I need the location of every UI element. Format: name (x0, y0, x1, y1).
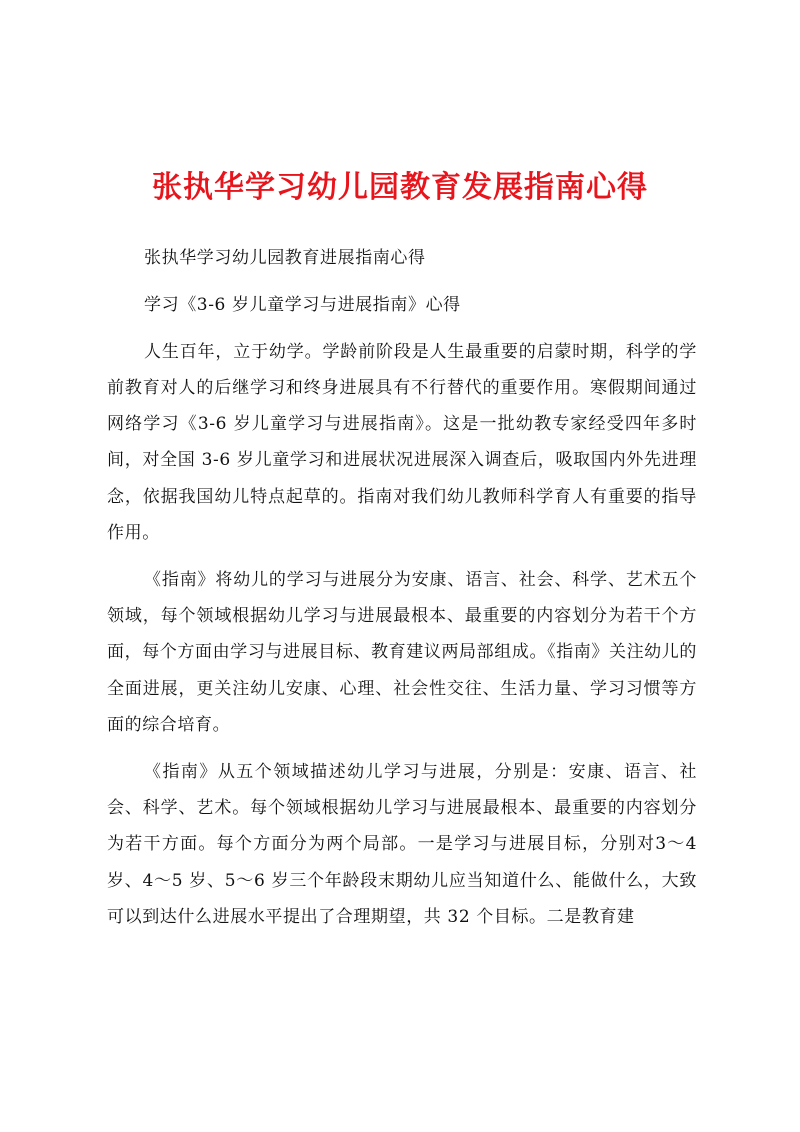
subtitle-line-2: 学习《3-6 岁儿童学习与进展指南》心得 (144, 294, 461, 315)
paragraph-1: 人生百年，立于幼学。学龄前阶段是人生最重要的启蒙时期，科学的学前教育对人的后继学习和终身进展具有不行替代的重要作用。寒假期间通过网络学习《3-6 岁儿童学习与进展指南》。这是一批幼教专家经受四年多时间，对全国 3-6 岁儿童学习和进展状况进展深入调查后，吸取国内外先进理念，依据我国幼儿特点起草的。指南对我们幼儿教师科学育人有重要的指导作用。 (107, 341, 697, 544)
document-body (107, 240, 697, 935)
subtitle-line-1: 张执华学习幼儿园教育进展指南心得 (144, 248, 426, 268)
document-title: 张执华学习幼儿园教育发展指南心得 (152, 170, 648, 205)
paragraph-2: 《指南》将幼儿的学习与进展分为安康、语言、社会、科学、艺术五个领域，每个领域根据幼儿学习与进展最根本、最重要的内容划分为若干个方面，每个方面由学习与进展目标、教育建议两局部组成。《指南》关注幼儿的全面进展，更关注幼儿安康、心理、社会性交往、生活力量、学习习惯等方面的综合培育。 (107, 569, 697, 736)
paragraph-3: 《指南》从五个领域描述幼儿学习与进展，分别是：安康、语言、社会、科学、艺术。每个领域根据幼儿学习与进展最根本、最重要的内容划分为若干方面。每个方面分为两个局部。一是学习与进展目标，分别对3～4 岁、4～5 岁、5～6 岁三个年龄段末期幼儿应当知道什么、能做什么，大致可以到达什么进展水平提出了合理期望，共 32 个目标。二是教育建 (107, 761, 697, 928)
